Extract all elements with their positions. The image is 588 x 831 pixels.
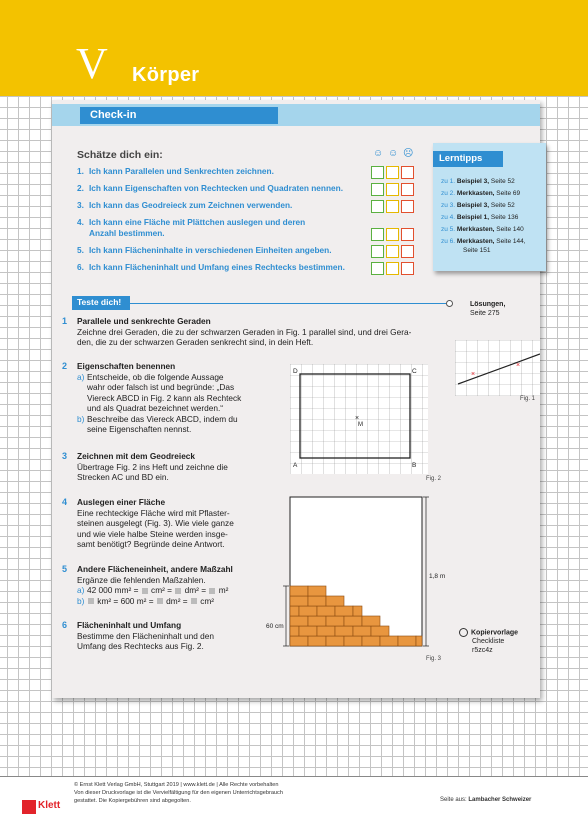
rating-checkbox-medium[interactable] xyxy=(386,228,399,241)
figure-1 xyxy=(455,340,540,396)
task-number: 3 xyxy=(62,451,68,461)
skill-item-4: 4. Ich kann eine Fläche mit Plättchen auslegen und deren Anzahl bestimmen. xyxy=(77,217,306,238)
rating-checkbox-medium[interactable] xyxy=(386,245,399,258)
solutions-reference: Lösungen, Seite 275 xyxy=(470,301,506,317)
rating-checkbox-bad[interactable] xyxy=(401,245,414,258)
rating-checkbox-bad[interactable] xyxy=(401,166,414,179)
task-6 xyxy=(62,620,292,652)
figure-3 xyxy=(266,494,446,654)
rating-checkbox-bad[interactable] xyxy=(401,183,414,196)
footer-divider xyxy=(0,776,588,777)
task-text: Bestimme den Flächeninhalt und den xyxy=(77,630,214,641)
task-text: Ergänze die fehlenden Maßzahlen. xyxy=(77,574,206,585)
lerntipps-box xyxy=(433,143,546,271)
rating-boxes-5 xyxy=(371,245,414,258)
task-text: Strecken AC und BD ein. xyxy=(77,472,169,482)
task-text: Umfang des Rechtecks aus Fig. 2. xyxy=(77,641,204,651)
task-text: Zeichne drei Geraden, die zu der schwarzen Geraden in Fig. 1 parallel sind, und drei Gera- xyxy=(77,326,412,337)
rating-checkbox-good[interactable] xyxy=(371,228,384,241)
subtask-b: b) km² = 600 m² = dm² = cm² xyxy=(77,595,215,606)
task-text: samt benötigt? Begründe deine Antwort. xyxy=(77,539,225,549)
task-number: 1 xyxy=(62,316,68,326)
rating-boxes-2 xyxy=(371,183,414,196)
task-2 xyxy=(62,361,292,435)
rating-boxes-6 xyxy=(371,262,414,275)
rating-boxes-1 xyxy=(371,166,414,179)
rating-checkbox-bad[interactable] xyxy=(401,228,414,241)
rating-checkbox-good[interactable] xyxy=(371,183,384,196)
figure-3-label: Fig. 3 xyxy=(426,656,442,662)
source-text: Seite aus: Lambacher Schweizer xyxy=(440,797,532,803)
lerntipp-4: zu 4. Beispiel 1, Seite 136 xyxy=(441,214,519,221)
task-number: 5 xyxy=(62,564,68,574)
vertex-a: A xyxy=(293,462,298,469)
lerntipp-3: zu 3. Beispiel 3, Seite 52 xyxy=(441,202,515,209)
rating-checkbox-medium[interactable] xyxy=(386,262,399,275)
task-title: Parallele und senkrechte Geraden xyxy=(77,316,211,326)
task-4 xyxy=(62,497,292,550)
blank-field xyxy=(142,588,148,594)
task-text: und wie viele halbe Steine werden insge- xyxy=(77,528,228,539)
chapter-header xyxy=(0,0,588,96)
teste-dich-dot xyxy=(446,300,453,307)
rating-checkbox-bad[interactable] xyxy=(401,200,414,213)
rating-checkbox-good[interactable] xyxy=(371,200,384,213)
rating-boxes-3 xyxy=(371,200,414,213)
rating-boxes-4 xyxy=(371,228,414,241)
rating-checkbox-good[interactable] xyxy=(371,166,384,179)
task-title: Zeichnen mit dem Geodreieck xyxy=(77,451,196,461)
task-text: steinen ausgelegt (Fig. 3). Wie viele ganze xyxy=(77,518,234,528)
sad-smiley-icon: ☹ xyxy=(403,148,414,159)
task-title: Auslegen einer Fläche xyxy=(77,497,166,507)
kopiervorlage-note[interactable]: Kopiervorlage Checkliste r5zc4z xyxy=(459,628,518,655)
neutral-smiley-icon: ☺ xyxy=(388,148,399,159)
task-number: 6 xyxy=(62,620,68,630)
task-1 xyxy=(62,316,442,348)
figure-2 xyxy=(290,364,428,474)
blank-field xyxy=(209,588,215,594)
skill-item-1: 1. Ich kann Parallelen und Senkrechten zeichnen. xyxy=(77,166,274,176)
task-title: Eigenschaften benennen xyxy=(77,361,176,371)
skill-item-3: 3. Ich kann das Geodreieck zum Zeichnen verwenden. xyxy=(77,200,293,210)
lerntipp-2: zu 2. Merkkasten, Seite 69 xyxy=(441,190,521,197)
lerntipp-5: zu 5. Merkkasten, Seite 140 xyxy=(441,226,524,233)
task-text: Eine rechteckige Fläche wird mit Pflaster- xyxy=(77,507,230,518)
chapter-title: Körper xyxy=(132,64,200,86)
blank-field xyxy=(157,598,163,604)
task-text: den, die zu der schwarzen Geraden senkrecht sind, in dein Heft. xyxy=(77,337,314,347)
height-label: 1,8 m xyxy=(429,573,446,580)
checkin-bar xyxy=(52,104,540,126)
klett-logo-icon xyxy=(22,800,36,814)
subtask-a: a) Entscheide, ob die folgende Aussage wahr oder falsch ist und begründe: „Das Viereck ABCD in Fig. 2 kann als Rechteck und als Quadrat bezeichnet werden.“ xyxy=(77,371,242,413)
skill-item-2: 2. Ich kann Eigenschaften von Rechtecken und Quadraten nennen. xyxy=(77,183,344,193)
klett-logo-text: Klett xyxy=(38,800,61,811)
lerntipp-1: zu 1. Beispiel 3, Seite 52 xyxy=(441,178,515,185)
task-5 xyxy=(62,564,292,606)
task-number: 2 xyxy=(62,361,68,371)
center-mark-icon: × xyxy=(355,415,360,422)
task-3 xyxy=(62,451,292,483)
blank-field xyxy=(88,598,94,604)
figure-2-label: Fig. 2 xyxy=(426,476,442,482)
cross-mark-icon: × xyxy=(516,362,521,369)
copyright-text: © Ernst Klett Verlag GmbH, Stuttgart 2019 | www.klett.de | Alle Rechte vorbehalten Von dieser Druckvorlage ist die Vervielfältigung für den eigenen Unterrichtsgebrauch gestattet. Die Kopiergebühren sind abgegolten. xyxy=(74,782,283,804)
rating-checkbox-medium[interactable] xyxy=(386,183,399,196)
rating-checkbox-medium[interactable] xyxy=(386,166,399,179)
checkin-label: Check-in xyxy=(80,107,278,124)
rating-checkbox-bad[interactable] xyxy=(401,262,414,275)
vertex-b: B xyxy=(412,462,417,469)
skill-item-5: 5. Ich kann Flächeninhalte in verschiedenen Einheiten angeben. xyxy=(77,245,332,255)
rating-checkbox-good[interactable] xyxy=(371,262,384,275)
width-label: 60 cm xyxy=(266,623,284,630)
rating-checkbox-medium[interactable] xyxy=(386,200,399,213)
midpoint-m: M xyxy=(358,422,363,428)
task-number: 4 xyxy=(62,497,68,507)
globe-icon xyxy=(459,628,468,637)
vertex-c: C xyxy=(412,368,417,375)
happy-smiley-icon: ☺ xyxy=(373,148,384,159)
vertex-d: D xyxy=(293,368,298,375)
estimate-title: Schätze dich ein: xyxy=(77,149,163,161)
subtask-b: b) Beschreibe das Viereck ABCD, indem du seine Eigenschaften nennst. xyxy=(77,413,238,434)
task-title: Andere Flächeneinheit, andere Maßzahl xyxy=(77,564,233,574)
lerntipp-6: zu 6. Merkkasten, Seite 144, Seite 151 xyxy=(441,238,526,254)
lerntipps-title: Lerntipps xyxy=(433,151,503,167)
footer xyxy=(0,776,588,831)
blank-field xyxy=(175,588,181,594)
task-text: Übertrage Fig. 2 ins Heft und zeichne die xyxy=(77,461,228,472)
teste-dich-label: Teste dich! xyxy=(72,296,130,310)
figure-1-label: Fig. 1 xyxy=(520,396,536,402)
blank-field xyxy=(191,598,197,604)
skill-item-6: 6. Ich kann Flächeninhalt und Umfang eines Rechtecks bestimmen. xyxy=(77,262,345,272)
chapter-letter: V xyxy=(76,39,108,88)
rating-checkbox-good[interactable] xyxy=(371,245,384,258)
teste-dich-line xyxy=(130,303,446,304)
subtask-a: a) 42 000 mm² = cm² = dm² = m² xyxy=(77,585,229,595)
task-title: Flächeninhalt und Umfang xyxy=(77,620,182,630)
cross-mark-icon: × xyxy=(471,371,476,378)
